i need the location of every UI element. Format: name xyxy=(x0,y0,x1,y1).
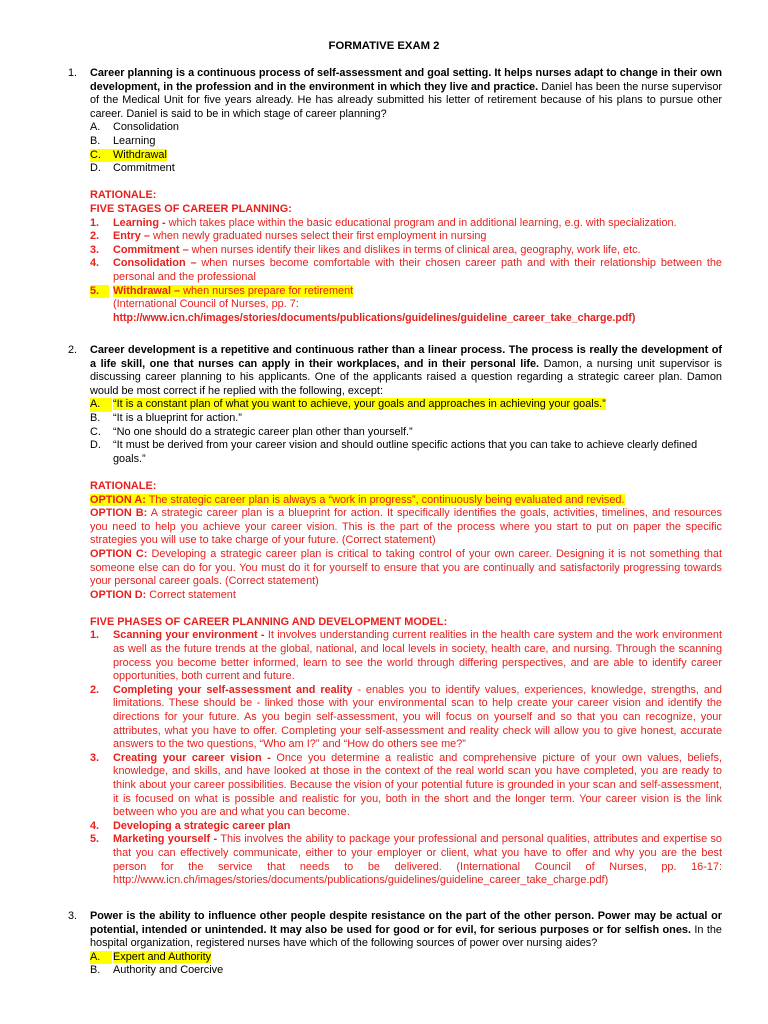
item-number: 5. xyxy=(90,833,100,846)
phase-text: Once you determine a realistic and comprehensive picture of your own values, beliefs, knowledge, and skills, and have looked at those in the context of the real world scan you have completed, you are ready to think about your career possibilities. Because the vision of your potential future is grounded in your scan and self-assessment, it is focused on what is possible and realistic for you, both in the short and the longer term. Your career vision is the link between who you are and what you can become. xyxy=(113,751,723,819)
question-number: 1. xyxy=(68,67,78,79)
stage-term: Entry – xyxy=(113,230,150,243)
item-number: 1. xyxy=(90,216,100,229)
option-label: OPTION A: xyxy=(90,493,146,506)
stage-text: when nurses become comfortable with their chosen career path and with their relationship between the personal and the professional xyxy=(113,257,722,283)
phase-text: This involves the ability to package your professional and personal qualities, attributes and expertise so that you can effectively communicate, either to your employer or client, what you have to offer and why you are the best person for the service that needs to be delivered. (International Council of Nurses, pp. 16-17: http://www.icn.ch/images/stories/documents/publications/guidelines/guideline_career_take_charge.pdf) xyxy=(113,833,722,887)
option-a xyxy=(90,121,722,135)
stage-text: when nurses identify their likes and dislikes in terms of clinical area, geography, work life, etc. xyxy=(188,243,641,256)
phases-heading: FIVE PHASES OF CAREER PLANNING AND DEVELOPMENT MODEL: xyxy=(90,615,448,628)
stem-text: Damon, a nursing unit supervisor is discussing career planning to his applicants. One of the applicants raised a question regarding a strategic career plan. Damon would be most correct if he replied with the following, except: xyxy=(90,357,722,397)
phase-item xyxy=(90,684,722,752)
question-stem xyxy=(90,67,722,121)
option-b xyxy=(90,412,722,426)
option-text: Authority and Coercive xyxy=(113,964,224,977)
question-number: 3. xyxy=(68,910,78,922)
option-letter: A. xyxy=(90,951,112,965)
item-number: 2. xyxy=(90,230,100,243)
option-b xyxy=(90,964,722,978)
question-1 xyxy=(68,67,723,325)
option-explanation: A strategic career plan is a blueprint for action. It specifically identifies the goals, activities, timelines, and resources you need to help you achieve your career vision. This is the part of the process where you start to put on paper the specific strategies you will use to take charge of your future. (Correct statement) xyxy=(90,507,722,547)
question-number: 2. xyxy=(68,344,78,356)
question-stem xyxy=(90,344,722,398)
option-text: Withdrawal xyxy=(113,148,167,161)
option-letter: D. xyxy=(90,162,101,175)
option-letter: B. xyxy=(90,411,101,424)
stages-list xyxy=(90,217,722,326)
option-letter: D. xyxy=(90,439,101,452)
option-letter: B. xyxy=(90,964,101,977)
option-label: OPTION C: xyxy=(90,547,148,560)
stem-bold: Power is the ability to influence other people despite resistance on the part of the other person. Power may be actual or potential, intended or unintended. It may also be used for good or for evil, for serious purposes or for selfish ones. xyxy=(90,910,722,936)
stem-bold: Career development is a repetitive and continuous rather than a linear process. The process is really the development of a life skill, one that nurses can apply in their workplaces, and in their personal life. xyxy=(90,344,722,370)
item-number: 1. xyxy=(90,629,100,642)
stage-item-highlighted xyxy=(90,285,722,299)
option-text: Learning xyxy=(113,134,156,147)
stage-item xyxy=(90,230,722,244)
phase-term: Creating your career vision - xyxy=(113,751,271,764)
phase-item xyxy=(90,833,722,887)
option-text: “It must be derived from your career vision and should outline specific actions that you can take to achieve clearly defined goals.” xyxy=(113,439,698,465)
option-d xyxy=(90,162,722,176)
option-label: OPTION D: xyxy=(90,588,147,601)
stage-item xyxy=(90,217,722,231)
stages-heading: FIVE STAGES OF CAREER PLANNING: xyxy=(90,202,292,215)
stage-text: when newly graduated nurses select their first employment in nursing xyxy=(149,230,487,243)
item-number: 4. xyxy=(90,819,100,832)
stage-text: which takes place within the basic educational program and in additional learning, e.g. with specialization. xyxy=(165,216,677,229)
reference-line: (International Council of Nurses, pp. 7: xyxy=(113,298,299,311)
option-a-correct xyxy=(90,398,722,412)
question-stem xyxy=(90,910,722,951)
phases-list xyxy=(90,629,722,887)
stem-text: Daniel has been the nurse supervisor of the Medical Unit for five years already. He has already submitted his letter of retirement because of his plans to pursue other career. Daniel is said to be in which stage of career planning? xyxy=(90,80,723,120)
rationale-label: RATIONALE: xyxy=(90,189,157,202)
phase-term: Marketing yourself - xyxy=(113,833,218,846)
option-text: “No one should do a strategic career plan other than yourself.” xyxy=(113,425,413,438)
option-letter: A. xyxy=(90,121,101,134)
reference-url: http://www.icn.ch/images/stories/documents/publications/guidelines/guideline_career_take_charge.pdf) xyxy=(113,311,636,324)
phase-text: - enables you to identify values, experiences, knowledge, strengths, and limitations. These should be - linked those with your environmental scan to help create your career vision and identify the directions for your future. As you begin self-assessment, you will focus on yourself and so that you can recognize, your attributes, what you have to offer. Completing your self-assessment and reality check will allow you to give honest, accurate answers to the two questions, “Who am I?” and “How do others see me?” xyxy=(113,683,722,751)
option-c-correct xyxy=(90,149,722,163)
option-text: Consolidation xyxy=(113,121,179,134)
phase-item xyxy=(90,752,722,820)
phase-text: It involves understanding current realities in the health care system and the work environment as well as the future trends at the global, national, and local levels in society, health care, and nursing. Through the scanning process you become better informed, learn to see the world through differing perspectives, and are able to identify career opportunities, both current and future. xyxy=(113,629,722,683)
rationale-option-c xyxy=(90,548,722,589)
option-letter: C. xyxy=(90,425,101,438)
item-number: 5. xyxy=(90,285,109,299)
stage-term: Commitment – xyxy=(113,243,189,256)
question-2 xyxy=(68,344,723,888)
option-explanation: Correct statement xyxy=(146,588,236,601)
option-letter: B. xyxy=(90,134,101,147)
option-text: “It is a blueprint for action.” xyxy=(113,411,242,424)
option-letter: A. xyxy=(90,398,112,412)
stage-term: Withdrawal – xyxy=(113,284,181,297)
stage-text: when nurses prepare for retirement xyxy=(180,284,354,297)
option-text: Commitment xyxy=(113,162,175,175)
option-letter: C. xyxy=(90,149,113,163)
question-3 xyxy=(68,910,722,978)
stem-bold: Career planning is a continuous process of self-assessment and goal setting. It helps nurses adapt to change in their own development, in the profession and in the environment in which they live and practice. xyxy=(90,67,722,93)
phase-term: Developing a strategic career plan xyxy=(113,819,291,832)
stage-term: Learning - xyxy=(113,216,166,229)
option-c xyxy=(90,426,722,440)
item-number: 3. xyxy=(90,751,100,764)
option-d xyxy=(90,439,722,466)
phase-term: Scanning your environment - xyxy=(113,629,265,642)
option-text: Expert and Authority xyxy=(113,950,212,963)
rationale-label: RATIONALE: xyxy=(90,479,157,492)
option-label: OPTION B: xyxy=(90,507,148,520)
rationale-option-a xyxy=(90,494,722,508)
option-b xyxy=(90,135,722,149)
phase-item xyxy=(90,629,722,683)
stem-text: In the hospital organization, registered nurses have which of the following sources of power over nursing aides? xyxy=(90,923,722,950)
option-text: “It is a constant plan of what you want to achieve, your goals and approaches in achieving your goals.” xyxy=(113,398,606,411)
option-explanation: The strategic career plan is always a “work in progress”, continuously being evaluated and revised. xyxy=(145,493,625,506)
phase-item xyxy=(90,820,722,834)
phase-term: Completing your self-assessment and reality xyxy=(113,683,353,696)
exam-title: FORMATIVE EXAM 2 xyxy=(328,40,440,52)
stage-item xyxy=(90,244,722,258)
stage-term: Consolidation – xyxy=(113,257,197,270)
item-number: 4. xyxy=(90,257,100,270)
item-number: 3. xyxy=(90,243,100,256)
option-a-correct xyxy=(90,951,722,965)
item-number: 2. xyxy=(90,683,100,696)
option-explanation: Developing a strategic career plan is critical to taking control of your own career. Designing it is not something that someone else can do for you. You must do it for yourself to ensure that you are continually and satisfactorily progressing towards your personal career goals. (Correct statement) xyxy=(90,547,722,588)
stage-item xyxy=(90,257,722,284)
rationale-option-d xyxy=(90,589,722,603)
rationale-option-b xyxy=(90,507,722,548)
